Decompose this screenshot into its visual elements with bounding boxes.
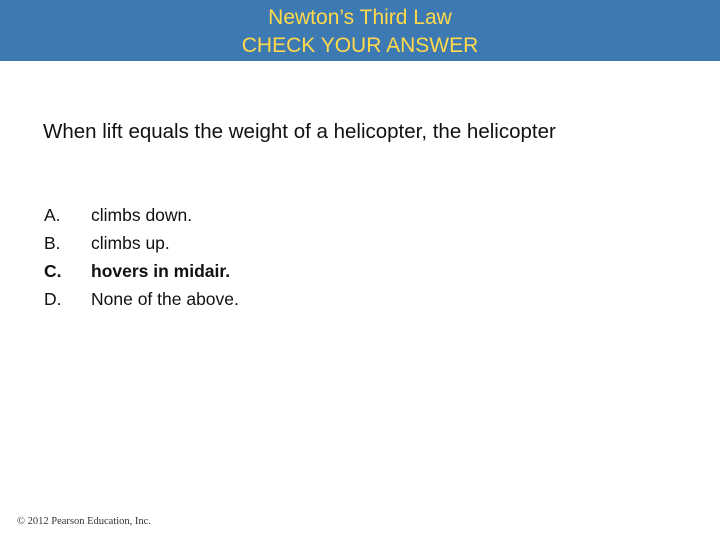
option-letter: B.: [44, 233, 61, 253]
option-letter: D.: [44, 289, 62, 309]
option-b: [44, 229, 239, 257]
slide-header: [0, 0, 720, 61]
option-letter: A.: [44, 205, 61, 225]
slide-subtitle: CHECK YOUR ANSWER: [241, 34, 479, 57]
option-text: climbs down.: [91, 205, 193, 225]
option-text: None of the above.: [91, 289, 239, 309]
option-text: climbs up.: [91, 233, 170, 253]
option-text: hovers in midair.: [91, 261, 231, 281]
option-d: [44, 285, 239, 313]
slide-title: Newton’s Third Law: [268, 6, 452, 29]
option-c-correct: [44, 257, 239, 285]
option-letter: C.: [44, 261, 62, 281]
answer-options: [44, 201, 239, 313]
copyright-notice: © 2012 Pearson Education, Inc.: [17, 516, 151, 527]
option-a: [44, 201, 239, 229]
question-text: When lift equals the weight of a helicopter, the helicopter: [43, 120, 556, 143]
